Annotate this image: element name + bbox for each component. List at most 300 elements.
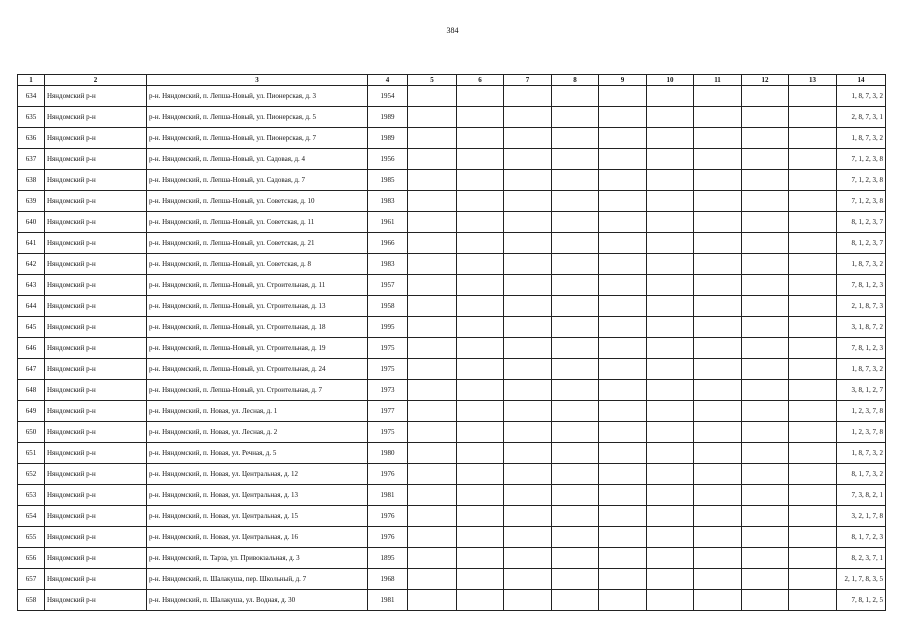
table-row <box>18 401 886 422</box>
empty-cell-col-6 <box>457 128 504 149</box>
row-number-cell: 635 <box>18 107 45 128</box>
empty-cell-col-11 <box>694 485 742 506</box>
column-header-1: 1 <box>18 75 45 86</box>
empty-cell-col-13 <box>789 443 837 464</box>
order-cell: 8, 1, 7, 3, 2 <box>837 464 886 485</box>
empty-cell-col-12 <box>742 86 789 107</box>
empty-cell-col-10 <box>647 569 694 590</box>
table-row <box>18 128 886 149</box>
district-cell: Няндомский р-н <box>45 485 147 506</box>
address-cell: р-н. Няндомский, п. Новая, ул. Центральная, д. 16 <box>147 527 368 548</box>
empty-cell-col-11 <box>694 338 742 359</box>
table-row <box>18 569 886 590</box>
empty-cell-col-6 <box>457 590 504 611</box>
order-cell: 2, 1, 7, 8, 3, 5 <box>837 569 886 590</box>
order-cell: 7, 1, 2, 3, 8 <box>837 170 886 191</box>
empty-cell-col-7 <box>504 170 552 191</box>
order-cell: 7, 8, 1, 2, 3 <box>837 338 886 359</box>
empty-cell-col-13 <box>789 506 837 527</box>
empty-cell-col-5 <box>408 359 457 380</box>
table-row <box>18 380 886 401</box>
row-number-cell: 658 <box>18 590 45 611</box>
empty-cell-col-9 <box>599 128 647 149</box>
row-number-cell: 641 <box>18 233 45 254</box>
empty-cell-col-11 <box>694 191 742 212</box>
district-cell: Няндомский р-н <box>45 422 147 443</box>
empty-cell-col-5 <box>408 317 457 338</box>
table-header-row <box>18 75 886 86</box>
empty-cell-col-11 <box>694 527 742 548</box>
empty-cell-col-5 <box>408 107 457 128</box>
empty-cell-col-6 <box>457 401 504 422</box>
empty-cell-col-13 <box>789 86 837 107</box>
empty-cell-col-6 <box>457 212 504 233</box>
empty-cell-col-9 <box>599 170 647 191</box>
district-cell: Няндомский р-н <box>45 380 147 401</box>
district-cell: Няндомский р-н <box>45 506 147 527</box>
year-cell: 1983 <box>368 254 408 275</box>
empty-cell-col-10 <box>647 128 694 149</box>
empty-cell-col-8 <box>552 485 599 506</box>
empty-cell-col-11 <box>694 86 742 107</box>
row-number-cell: 653 <box>18 485 45 506</box>
district-cell: Няндомский р-н <box>45 107 147 128</box>
empty-cell-col-6 <box>457 422 504 443</box>
empty-cell-col-8 <box>552 464 599 485</box>
empty-cell-col-10 <box>647 464 694 485</box>
empty-cell-col-6 <box>457 485 504 506</box>
empty-cell-col-13 <box>789 359 837 380</box>
row-number-cell: 652 <box>18 464 45 485</box>
year-cell: 1957 <box>368 275 408 296</box>
table-row <box>18 275 886 296</box>
empty-cell-col-7 <box>504 527 552 548</box>
empty-cell-col-7 <box>504 464 552 485</box>
empty-cell-col-12 <box>742 359 789 380</box>
empty-cell-col-11 <box>694 443 742 464</box>
empty-cell-col-9 <box>599 380 647 401</box>
order-cell: 1, 8, 7, 3, 2 <box>837 254 886 275</box>
empty-cell-col-5 <box>408 170 457 191</box>
empty-cell-col-7 <box>504 317 552 338</box>
empty-cell-col-10 <box>647 212 694 233</box>
empty-cell-col-12 <box>742 548 789 569</box>
empty-cell-col-5 <box>408 464 457 485</box>
table-row <box>18 191 886 212</box>
empty-cell-col-11 <box>694 170 742 191</box>
empty-cell-col-5 <box>408 233 457 254</box>
empty-cell-col-9 <box>599 506 647 527</box>
empty-cell-col-6 <box>457 275 504 296</box>
column-header-7: 7 <box>504 75 552 86</box>
empty-cell-col-11 <box>694 359 742 380</box>
district-cell: Няндомский р-н <box>45 170 147 191</box>
row-number-cell: 643 <box>18 275 45 296</box>
district-cell: Няндомский р-н <box>45 296 147 317</box>
order-cell: 7, 3, 8, 2, 1 <box>837 485 886 506</box>
district-cell: Няндомский р-н <box>45 359 147 380</box>
year-cell: 1975 <box>368 338 408 359</box>
empty-cell-col-12 <box>742 401 789 422</box>
empty-cell-col-8 <box>552 527 599 548</box>
order-cell: 1, 8, 7, 3, 2 <box>837 443 886 464</box>
empty-cell-col-13 <box>789 401 837 422</box>
empty-cell-col-13 <box>789 107 837 128</box>
empty-cell-col-10 <box>647 380 694 401</box>
empty-cell-col-6 <box>457 380 504 401</box>
empty-cell-col-10 <box>647 86 694 107</box>
empty-cell-col-12 <box>742 254 789 275</box>
empty-cell-col-8 <box>552 401 599 422</box>
table-row <box>18 359 886 380</box>
address-cell: р-н. Няндомский, п. Новая, ул. Центральная, д. 13 <box>147 485 368 506</box>
empty-cell-col-10 <box>647 485 694 506</box>
row-number-cell: 645 <box>18 317 45 338</box>
district-cell: Няндомский р-н <box>45 401 147 422</box>
district-cell: Няндомский р-н <box>45 590 147 611</box>
empty-cell-col-10 <box>647 506 694 527</box>
empty-cell-col-5 <box>408 296 457 317</box>
address-cell: р-н. Няндомский, п. Новая, ул. Центральная, д. 15 <box>147 506 368 527</box>
empty-cell-col-5 <box>408 212 457 233</box>
empty-cell-col-10 <box>647 296 694 317</box>
empty-cell-col-12 <box>742 506 789 527</box>
row-number-cell: 654 <box>18 506 45 527</box>
empty-cell-col-8 <box>552 443 599 464</box>
table-row <box>18 254 886 275</box>
address-cell: р-н. Няндомский, п. Лепша-Новый, ул. Советская, д. 8 <box>147 254 368 275</box>
empty-cell-col-6 <box>457 191 504 212</box>
empty-cell-col-7 <box>504 590 552 611</box>
empty-cell-col-10 <box>647 149 694 170</box>
year-cell: 1968 <box>368 569 408 590</box>
empty-cell-col-6 <box>457 149 504 170</box>
empty-cell-col-9 <box>599 569 647 590</box>
row-number-cell: 634 <box>18 86 45 107</box>
empty-cell-col-5 <box>408 506 457 527</box>
empty-cell-col-13 <box>789 149 837 170</box>
address-cell: р-н. Няндомский, п. Лепша-Новый, ул. Строительная, д. 24 <box>147 359 368 380</box>
empty-cell-col-9 <box>599 191 647 212</box>
empty-cell-col-10 <box>647 191 694 212</box>
empty-cell-col-8 <box>552 338 599 359</box>
address-cell: р-н. Няндомский, п. Лепша-Новый, ул. Садовая, д. 7 <box>147 170 368 191</box>
empty-cell-col-10 <box>647 422 694 443</box>
address-cell: р-н. Няндомский, п. Лепша-Новый, ул. Строительная, д. 7 <box>147 380 368 401</box>
empty-cell-col-7 <box>504 485 552 506</box>
empty-cell-col-13 <box>789 569 837 590</box>
year-cell: 1983 <box>368 191 408 212</box>
order-cell: 7, 8, 1, 2, 5 <box>837 590 886 611</box>
year-cell: 1989 <box>368 107 408 128</box>
empty-cell-col-8 <box>552 149 599 170</box>
empty-cell-col-11 <box>694 275 742 296</box>
district-cell: Няндомский р-н <box>45 569 147 590</box>
empty-cell-col-11 <box>694 233 742 254</box>
empty-cell-col-5 <box>408 149 457 170</box>
table-row <box>18 317 886 338</box>
year-cell: 1961 <box>368 212 408 233</box>
empty-cell-col-6 <box>457 317 504 338</box>
empty-cell-col-12 <box>742 443 789 464</box>
empty-cell-col-10 <box>647 401 694 422</box>
district-cell: Няндомский р-н <box>45 443 147 464</box>
district-cell: Няндомский р-н <box>45 275 147 296</box>
empty-cell-col-7 <box>504 380 552 401</box>
year-cell: 1977 <box>368 401 408 422</box>
empty-cell-col-8 <box>552 107 599 128</box>
empty-cell-col-8 <box>552 590 599 611</box>
empty-cell-col-11 <box>694 107 742 128</box>
empty-cell-col-12 <box>742 527 789 548</box>
order-cell: 1, 2, 3, 7, 8 <box>837 422 886 443</box>
year-cell: 1976 <box>368 464 408 485</box>
district-cell: Няндомский р-н <box>45 527 147 548</box>
empty-cell-col-6 <box>457 338 504 359</box>
address-cell: р-н. Няндомский, п. Лепша-Новый, ул. Строительная, д. 19 <box>147 338 368 359</box>
row-number-cell: 656 <box>18 548 45 569</box>
address-cell: р-н. Няндомский, п. Шалакуша, ул. Водная, д. 30 <box>147 590 368 611</box>
address-cell: р-н. Няндомский, п. Лепша-Новый, ул. Пионерская, д. 7 <box>147 128 368 149</box>
table-row <box>18 149 886 170</box>
district-cell: Няндомский р-н <box>45 191 147 212</box>
empty-cell-col-9 <box>599 401 647 422</box>
district-cell: Няндомский р-н <box>45 86 147 107</box>
empty-cell-col-7 <box>504 233 552 254</box>
district-cell: Няндомский р-н <box>45 317 147 338</box>
year-cell: 1975 <box>368 359 408 380</box>
district-cell: Няндомский р-н <box>45 233 147 254</box>
empty-cell-col-13 <box>789 422 837 443</box>
empty-cell-col-9 <box>599 107 647 128</box>
empty-cell-col-9 <box>599 359 647 380</box>
column-header-3: 3 <box>147 75 368 86</box>
address-cell: р-н. Няндомский, п. Лепша-Новый, ул. Советская, д. 11 <box>147 212 368 233</box>
empty-cell-col-7 <box>504 212 552 233</box>
empty-cell-col-8 <box>552 170 599 191</box>
empty-cell-col-5 <box>408 590 457 611</box>
address-cell: р-н. Няндомский, п. Лепша-Новый, ул. Пионерская, д. 5 <box>147 107 368 128</box>
empty-cell-col-5 <box>408 191 457 212</box>
empty-cell-col-8 <box>552 233 599 254</box>
empty-cell-col-12 <box>742 233 789 254</box>
order-cell: 1, 8, 7, 3, 2 <box>837 359 886 380</box>
row-number-cell: 655 <box>18 527 45 548</box>
column-header-11: 11 <box>694 75 742 86</box>
empty-cell-col-9 <box>599 485 647 506</box>
empty-cell-col-12 <box>742 296 789 317</box>
year-cell: 1985 <box>368 170 408 191</box>
empty-cell-col-7 <box>504 149 552 170</box>
year-cell: 1995 <box>368 317 408 338</box>
empty-cell-col-5 <box>408 86 457 107</box>
empty-cell-col-9 <box>599 317 647 338</box>
column-header-6: 6 <box>457 75 504 86</box>
empty-cell-col-12 <box>742 212 789 233</box>
empty-cell-col-8 <box>552 317 599 338</box>
empty-cell-col-12 <box>742 590 789 611</box>
table-row <box>18 485 886 506</box>
empty-cell-col-13 <box>789 380 837 401</box>
empty-cell-col-12 <box>742 317 789 338</box>
table-row <box>18 548 886 569</box>
order-cell: 1, 8, 7, 3, 2 <box>837 86 886 107</box>
row-number-cell: 657 <box>18 569 45 590</box>
empty-cell-col-6 <box>457 443 504 464</box>
empty-cell-col-12 <box>742 128 789 149</box>
empty-cell-col-6 <box>457 359 504 380</box>
empty-cell-col-7 <box>504 86 552 107</box>
empty-cell-col-9 <box>599 233 647 254</box>
empty-cell-col-13 <box>789 296 837 317</box>
empty-cell-col-8 <box>552 212 599 233</box>
empty-cell-col-13 <box>789 191 837 212</box>
order-cell: 2, 1, 8, 7, 3 <box>837 296 886 317</box>
table-row <box>18 590 886 611</box>
empty-cell-col-12 <box>742 275 789 296</box>
empty-cell-col-12 <box>742 338 789 359</box>
empty-cell-col-10 <box>647 107 694 128</box>
row-number-cell: 642 <box>18 254 45 275</box>
order-cell: 7, 8, 1, 2, 3 <box>837 275 886 296</box>
empty-cell-col-7 <box>504 506 552 527</box>
empty-cell-col-10 <box>647 338 694 359</box>
empty-cell-col-13 <box>789 212 837 233</box>
empty-cell-col-7 <box>504 338 552 359</box>
empty-cell-col-7 <box>504 128 552 149</box>
empty-cell-col-10 <box>647 443 694 464</box>
empty-cell-col-6 <box>457 233 504 254</box>
empty-cell-col-11 <box>694 380 742 401</box>
empty-cell-col-9 <box>599 443 647 464</box>
empty-cell-col-9 <box>599 275 647 296</box>
empty-cell-col-9 <box>599 527 647 548</box>
row-number-cell: 638 <box>18 170 45 191</box>
row-number-cell: 649 <box>18 401 45 422</box>
address-cell: р-н. Няндомский, п. Новая, ул. Лесная, д. 1 <box>147 401 368 422</box>
year-cell: 1966 <box>368 233 408 254</box>
column-header-13: 13 <box>789 75 837 86</box>
address-cell: р-н. Няндомский, п. Новая, ул. Лесная, д. 2 <box>147 422 368 443</box>
empty-cell-col-5 <box>408 338 457 359</box>
row-number-cell: 637 <box>18 149 45 170</box>
empty-cell-col-7 <box>504 401 552 422</box>
empty-cell-col-7 <box>504 569 552 590</box>
empty-cell-col-11 <box>694 590 742 611</box>
empty-cell-col-10 <box>647 590 694 611</box>
empty-cell-col-5 <box>408 128 457 149</box>
empty-cell-col-7 <box>504 548 552 569</box>
empty-cell-col-7 <box>504 359 552 380</box>
row-number-cell: 648 <box>18 380 45 401</box>
empty-cell-col-13 <box>789 170 837 191</box>
order-cell: 2, 8, 7, 3, 1 <box>837 107 886 128</box>
table-row <box>18 527 886 548</box>
empty-cell-col-9 <box>599 548 647 569</box>
district-cell: Няндомский р-н <box>45 254 147 275</box>
column-header-12: 12 <box>742 75 789 86</box>
empty-cell-col-12 <box>742 170 789 191</box>
empty-cell-col-11 <box>694 422 742 443</box>
empty-cell-col-5 <box>408 443 457 464</box>
empty-cell-col-10 <box>647 317 694 338</box>
empty-cell-col-6 <box>457 107 504 128</box>
year-cell: 1976 <box>368 506 408 527</box>
table-row <box>18 506 886 527</box>
address-cell: р-н. Няндомский, п. Лепша-Новый, ул. Советская, д. 21 <box>147 233 368 254</box>
empty-cell-col-5 <box>408 527 457 548</box>
empty-cell-col-6 <box>457 296 504 317</box>
district-cell: Няндомский р-н <box>45 212 147 233</box>
address-cell: р-н. Няндомский, п. Лепша-Новый, ул. Строительная, д. 18 <box>147 317 368 338</box>
order-cell: 8, 2, 3, 7, 1 <box>837 548 886 569</box>
empty-cell-col-5 <box>408 485 457 506</box>
empty-cell-col-9 <box>599 296 647 317</box>
row-number-cell: 644 <box>18 296 45 317</box>
empty-cell-col-10 <box>647 548 694 569</box>
column-header-4: 4 <box>368 75 408 86</box>
empty-cell-col-10 <box>647 359 694 380</box>
year-cell: 1973 <box>368 380 408 401</box>
empty-cell-col-13 <box>789 254 837 275</box>
empty-cell-col-10 <box>647 254 694 275</box>
address-cell: р-н. Няндомский, п. Новая, ул. Центральная, д. 12 <box>147 464 368 485</box>
table-body <box>18 86 886 611</box>
year-cell: 1981 <box>368 485 408 506</box>
column-header-10: 10 <box>647 75 694 86</box>
empty-cell-col-7 <box>504 107 552 128</box>
address-cell: р-н. Няндомский, п. Шалакуша, пер. Школьный, д. 7 <box>147 569 368 590</box>
empty-cell-col-9 <box>599 464 647 485</box>
row-number-cell: 640 <box>18 212 45 233</box>
column-header-8: 8 <box>552 75 599 86</box>
address-cell: р-н. Няндомский, п. Лепша-Новый, ул. Советская, д. 10 <box>147 191 368 212</box>
empty-cell-col-13 <box>789 338 837 359</box>
address-cell: р-н. Няндомский, п. Лепша-Новый, ул. Пионерская, д. 3 <box>147 86 368 107</box>
row-number-cell: 651 <box>18 443 45 464</box>
row-number-cell: 647 <box>18 359 45 380</box>
empty-cell-col-11 <box>694 464 742 485</box>
empty-cell-col-8 <box>552 548 599 569</box>
empty-cell-col-13 <box>789 233 837 254</box>
address-cell: р-н. Няндомский, п. Новая, ул. Речная, д. 5 <box>147 443 368 464</box>
empty-cell-col-6 <box>457 86 504 107</box>
empty-cell-col-13 <box>789 275 837 296</box>
column-header-9: 9 <box>599 75 647 86</box>
empty-cell-col-7 <box>504 254 552 275</box>
column-header-5: 5 <box>408 75 457 86</box>
empty-cell-col-13 <box>789 548 837 569</box>
table-row <box>18 107 886 128</box>
address-cell: р-н. Няндомский, п. Лепша-Новый, ул. Садовая, д. 4 <box>147 149 368 170</box>
empty-cell-col-7 <box>504 422 552 443</box>
column-header-2: 2 <box>45 75 147 86</box>
empty-cell-col-8 <box>552 359 599 380</box>
district-cell: Няндомский р-н <box>45 128 147 149</box>
empty-cell-col-11 <box>694 569 742 590</box>
row-number-cell: 636 <box>18 128 45 149</box>
empty-cell-col-12 <box>742 485 789 506</box>
table-row <box>18 233 886 254</box>
year-cell: 1976 <box>368 527 408 548</box>
district-cell: Няндомский р-н <box>45 149 147 170</box>
empty-cell-col-7 <box>504 275 552 296</box>
empty-cell-col-8 <box>552 569 599 590</box>
empty-cell-col-9 <box>599 338 647 359</box>
empty-cell-col-11 <box>694 506 742 527</box>
year-cell: 1954 <box>368 86 408 107</box>
empty-cell-col-12 <box>742 107 789 128</box>
